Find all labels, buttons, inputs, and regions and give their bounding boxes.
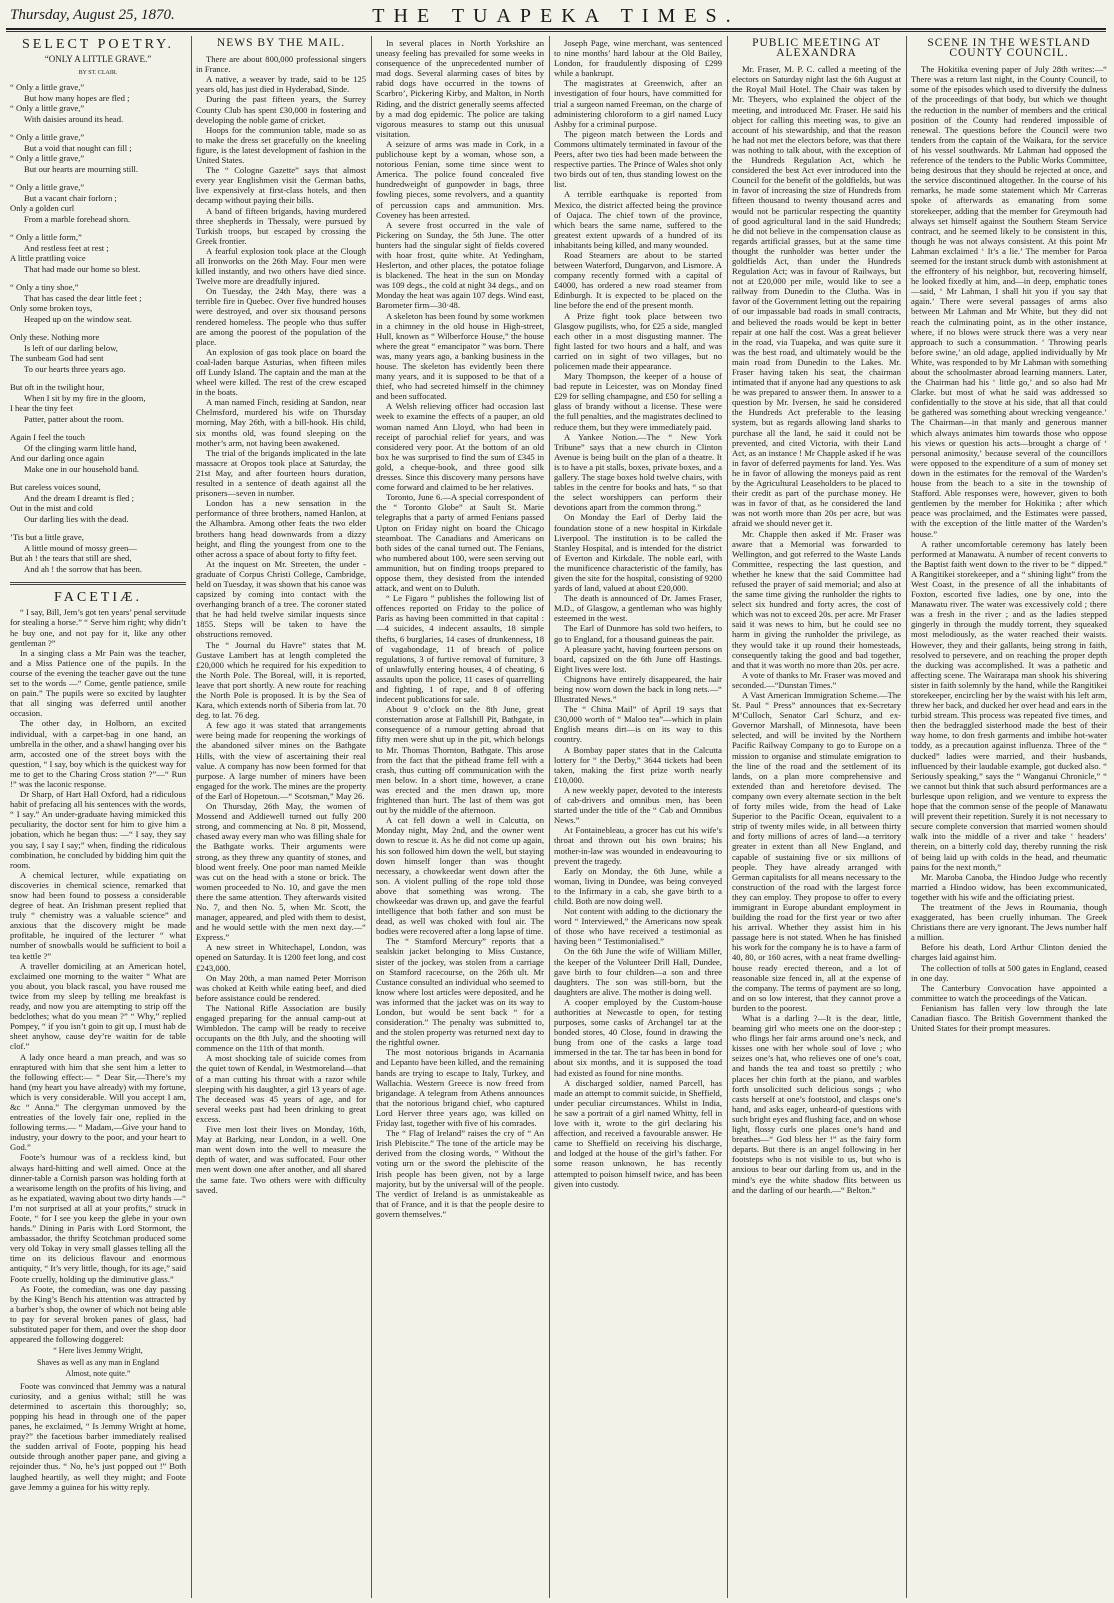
article-paragraph: A native, a weaver by trade, said to be 125 years old, has just died in Hyderabad, Sinde. bbox=[196, 74, 366, 95]
article-paragraph: Hoops for the communion table, made so as to make the dress set gracefully on the kneeling figure, is the latest development of fashion in the United States. bbox=[196, 124, 366, 166]
article-list bbox=[376, 38, 544, 1219]
article-paragraph: The Canterbury Convocation have appointed a committee to watch the proceedings of the Vatican. bbox=[911, 982, 1107, 1003]
article-paragraph: An explosion of gas took place on board the coal-laden barque Asturias, when fifteen miles off Lundy Island. The captain and the man at the wheel were killed. The rest of the crew escaped in the boats. bbox=[196, 346, 366, 398]
newspaper-title: THE TUAPEKA TIMES. bbox=[372, 5, 740, 27]
facetiae-body-end bbox=[10, 1381, 186, 1492]
article-list bbox=[554, 38, 722, 1189]
article-paragraph: On the 6th June the wife of William Miller, the keeper of the Volunteer Drill Hall, Dundee, gave birth to four children—a son and three daughters. The son was still-born, but the daughters are alive. The mother is doing well. bbox=[554, 946, 722, 997]
article-paragraph: Early on Monday, the 6th June, while a woman, living in Dundee, was being conveyed to the Infirmary in a cab, she gave birth to a child. Both are now doing well. bbox=[554, 865, 722, 906]
article-paragraph: The most notorious brigands in Acarnania and Lepanto have been killed, and the remaining bands are trying to escape to Italy, Turkey, and Wallachia. Western Greece is now freed from brigandage. A telegram from Athens announces that the notorious brigand chief, who captured Lord Herver three years ago, was killed on Friday last, together with five of his comrades. bbox=[376, 1047, 544, 1129]
article-paragraph: The National Rifle Association are busily engaged preparing for the annual camp-out at Wimbledon. The camp will be ready to receive occupants on the 8th July, and the shooting will commence on the 11th of that month. bbox=[196, 1002, 366, 1054]
section-title-poetry: SELECT POETRY. bbox=[22, 38, 174, 52]
stanza-break bbox=[10, 324, 186, 332]
poem-line: “ Only a little grave,” bbox=[10, 103, 85, 114]
masthead-rule bbox=[6, 31, 1106, 32]
facetiae-paragraph: A chemical lecturer, while expatiating on discoveries in chemical science, remarked that snow had been found to possess a considerable degree of heat. An Irishman present replied that truly “ chemistry was a valuable science” and anxious that the discovery might be made profitable, he inquired of the lecturer “ what number of snowballs would be sufficient to boil a tea kettle ?” bbox=[10, 869, 186, 961]
poem-line: That has cased the dear little feet ; bbox=[24, 292, 142, 303]
article-paragraph: The “ Flag of Ireland” raises the cry of “ An Irish Plebiscite.” The tone of the article may be derived from the closing words, “ Without the voting urn or the sword the plebiscite of the Irish people has been given, not by a large majority, but by the universal will of the people. The verdict of Ireland is as unmistakeable as that of France, and it is that the people desire to govern themselves.” bbox=[376, 1128, 544, 1219]
facetiae-paragraph: “ I say, Bill, Jem’s got ten years’ penal servitude for stealing a horse.” “ Serve him right; why didn’t he buy one, and not pay for it, like any other gentleman ?” bbox=[10, 607, 186, 648]
article-paragraph: The treatment of the Jews in Roumania, though exaggerated, has been cruelly inhuman. The Greek Christians there are very ignorant. The Jews number half a million. bbox=[911, 901, 1107, 943]
article-paragraph: London has a new sensation in the performance of three brothers, named Hanlon, at the Alhambra. Among other feats the two elder brothers hang head downwards from a dizzy height, and fling the youngest from one to the other across a space of about forty to fifty feet. bbox=[196, 498, 366, 559]
article-paragraph: The Earl of Dunmore has sold two heifers, to go to England, for a thousand guineas the pair. bbox=[554, 623, 722, 644]
article-paragraph: Joseph Page, wine merchant, was sentenced to nine months’ hard labour at the Old Bailey, London, for fraudulently disposing of £299 while a bankrupt. bbox=[554, 38, 722, 79]
poem-line: But how many hopes are fled ; bbox=[24, 92, 130, 103]
poem-line: And ah ! the sorrow that has been. bbox=[24, 563, 142, 574]
poem-line: That had made our home so blest. bbox=[24, 263, 141, 274]
article-paragraph: On Monday the Earl of Derby laid the foundation stone of a new hospital in Kirkdale Liverpool. The institution is to be called the Stanley Hospital, and is intended for the district of Everton and Kirkdale. The noble earl, with the munificence characteristic of the family, has given the site for the hospital, consisting of 9200 yards of land, valued at about £20,000. bbox=[554, 512, 722, 594]
poem-line: “ Only a little grave,” bbox=[10, 82, 85, 93]
article-paragraph: The trial of the brigands implicated in the late massacre at Oropos took place at Saturday, the 21st May, and after fourteen hours duration, resulted in a sentence of death against all the prisoners—seven in number. bbox=[196, 447, 366, 499]
facetiae-paragraph: A lady once heard a man preach, and was so enraptured with him that she sent him a letter to the following effect:— “ Dear Sir,—There’s my hand (my heart you have already) with my fortune, which is very considerable. Will you accept I am, &c “ Anna.” The clergyman unmoved by the entreaties of the lovely fair one, replied in the following terms.— “ Madam,—Give your hand to industry, your dowry to the poor, and your heart to God.” bbox=[10, 1051, 186, 1153]
article-paragraph: The collection of tolls at 500 gates in England, ceased in one day. bbox=[911, 962, 1107, 983]
poem-line: But our hearts are mourning still. bbox=[24, 163, 139, 174]
article-paragraph: The “ Journal du Havre” states that M. Gustave Lambert has at length completed the £20,000 which he required for his expedition to the North Pole. The Boreal, will, it is reported, leave that port shortly. A new route for reaching the North Pole is proposed. It is by the Sea of Kara, which extends north of Siberia from lat. 70 deg. to lat. 76 deg. bbox=[196, 639, 366, 721]
article-paragraph: On May 20th, a man named Peter Morrison was choked at Keith while eating beef, and died before assistance could be rendered. bbox=[196, 972, 366, 1003]
article-paragraph: Toronto, June 6.—A special correspondent of the “ Toronto Globe” at Sault St. Marie telegraphs that a party of armed Fenians passed Upton on Friday night on board the Chicago steamboat. The Canadians and Americans on both sides of the canal turned out. The Fenians, who numbered about 100, were seen serving out ammunition, but on finding troops prepared to oppose them, they desisted from the intended attack, and went on to Duluth. bbox=[376, 492, 544, 594]
poem-line: “ Only a little form,” bbox=[10, 232, 82, 243]
section-divider bbox=[10, 582, 186, 585]
stanza-break bbox=[10, 474, 186, 482]
column-poetry-facetiae bbox=[10, 38, 186, 1598]
article-paragraph: Chignons have entirely disappeared, the hair being now worn down the back in long nets.—“ Illustrated News.” bbox=[554, 673, 722, 705]
column-news-by-mail bbox=[196, 38, 366, 1598]
article-paragraph: A Yankee Notion.—The “ New York Tribune” says that a new church in Clinton Avenue is being built on the plan of a theatre. It is to have a pit stalls, boxes, private boxes, and a gallery. The stage boxes hold twelve chairs, with tables in the centre for books and hats, “ so that the select worshippers can perform their devotions apart from the common throng.” bbox=[554, 431, 722, 513]
article-paragraph: Before his death, Lord Arthur Clinton denied the charges laid against him. bbox=[911, 942, 1107, 963]
stanza-break bbox=[10, 524, 186, 532]
article-paragraph: What is a darling ?—It is the dear, little, beaming girl who meets one on the door-step ; who flings her fair arms around one’s neck, and kisses one with her whole soul of love ; who seizes one’s hat, who relieves one of one’s coat, and hands the tea and toast so prettily ; who places her chin forth at the piano, and warbles forth unsolicited such delicious songs ; who casts herself at one’s footstool, and clasps one’s hand, and asks eager, unheard-of questions with such bright eyes and flushing face, and on whose light, flossy curls one places one’s hand and breathes—“ God bless her !” as the fairy form departs. But there is an angel following in her footsteps who is not visible to us, but who is anxious to bear our darling from us, and in the mind’s eye the white shadow flits between us and the darling of our hearth.—“ Belton.” bbox=[732, 1013, 901, 1195]
article-paragraph: A skeleton has been found by some workmen in a chimney in the old house in High-street, Hull, known as “ Wilberforce House,” the house where the great “ emancipator ” was born. There was, many years ago, a banking business in the house. The skeleton has evidently been there many years, and it is supposed to be that of a thief, who had secreted himself in the chimney and been suffocated. bbox=[376, 310, 544, 402]
article-paragraph: A man named Finch, residing at Sandon, near Chelmsford, murdered his wife on Thursday morning, May 26th, with a bill-hook. His child, six months old, was found sleeping on the mother’s arm, not having been awakened. bbox=[196, 397, 366, 448]
article-paragraph: The Hokitika evening paper of July 28th writes:—“ There was a return last night, in the County Council, to some of the episodes which used to diversify the dulness of the proceedings of that body, but which we thought the reduction in the number of members and the critical position of the County had rendered impossible of renewal. The questions before the Council were two tenders from the captain of the Waikara, for the service of his vessel southwards. Mr Lahman had opposed the reference of the tenders to the Public Works Committee, being desirous that they should be rejected at once, and the service discontinued altogether. In the course of his remarks, he made some statement which Mr Carreras spoke of afterwards as emanating from some storekeeper, adding that the member for Greymouth had always set himself against the Southern Steam Service contract, and he seemed likely to be consistent in this, though he was not always consistent. At this point Mr Lahman exclaimed ‘ It’s a lie.’ The member for Paroa seemed for the instant struck dumb with astonishment at the effrontery of his neighbor, but, recovering himself, he looked fixedly at him, and—in deep, emphatic tones—said, ‘ Mr Lahman, I shall hit you if you say that again.’ There were several passages of arms also between Mr Lahman and Mr White, but they did not reach the culminating point, as in the other instance, where, if no blows were struck there was a very near approach to such a consummation. ‘ Throwing pearls before swine,’ an old adage, applied individually by Mr White, was responded to by Mr Lahman with something about the schoolmaster abroad learning manners. Later, the Chairman had his ‘ little go,’ and so also had Mr Clarke. but most of what he said was addressed so confidentially to the stove at his side, that all that could be gathered was something about wrecking vengeance.’ The Chairman—in that manly and generous manner which always animates him towards those who oppose his views or question his acts—brought a charge of ‘ personal animosity,’ because several of the councillors were opposed to the expenditure of a sum of money set down in the estimates for the removal of the Warden’s house from the beach to a site in the township of Stafford. Able responses were, however, given to both gentlemen by the member for Hokitika ; after which peace was proclaimed, and the Estimates were passed, with the exception of the little matter of the Warden’s house.” bbox=[911, 64, 1107, 539]
facetiae-paragraph: A traveller domiciling at an American hotel, exclaimed one morning to the waiter “ What are you about, you black rascal, you have roused me twice from my sleep by telling me breakfast is ready, and now you are attempting to strip off the bedclothes; what do you mean ?” “ Why,” replied Pompey, “ if you isn’t goin to git up, I must hab de sheet anyhow, cause dey’re waitin for de table clof.” bbox=[10, 960, 186, 1052]
article-paragraph: Mr. Maroba Canoba, the Hindoo Judge who recently married a Hindoo widow, has been excommunicated, together with his wife and the officiating priest. bbox=[911, 871, 1107, 902]
verse-line: Almost, note quite.” bbox=[65, 1369, 131, 1379]
article-paragraph: The death is announced of Dr. James Fraser, M.D., of Glasgow, a gentleman who was highly esteemed in the west. bbox=[554, 593, 722, 624]
article-paragraph: A new street in Whitechapel, London, was opened on Saturday. It is 1200 feet long, and cost £243,000. bbox=[196, 942, 366, 973]
stanza-break bbox=[10, 124, 186, 132]
article-paragraph: During the past fifteen years, the Surrey County Club has spent £30,000 in fostering and developing the noble game of cricket. bbox=[196, 94, 366, 125]
article-paragraph: A Vast American Immigration Scheme.—The St. Paul “ Press” announces that ex-Secretary M’Culloch, Senator Carl Schurz, and ex-Governor Marshall, of Minnesota, have been selected, and will be invited by the Northern Pacific Railway Company to go to Europe on a mission to organise and stimulate emigration to the line of the road and the settlement of its lands, on a plan more comprehensive and extended than and heretofore devised. The company own every alternate section in the belt of forty miles wide, from the head of Lake Superior to the Pacific Ocean, equivalent to a strip of twenty miles wide, in all between thirty and forty millions of acres of land—a territory greater in extent than all New England, and capable of sustaining five or six millions of people. They have already arranged with German capitalists for all means necessary to the construction of the road with the largest force they can employ. They propose to offer to every immigrant in Europe abundant employment in building the road for the first year or two after his arrival. Whether they assist him in his passage here is not stated. When he has finished his work for the company he is to have a farm of 40, 80, or 160 acres, with a neat frame dwelling-house ready erected thereon, and a lot of reasonable size fenced in, all at the expense of the company. The terms of payment are so long, and on so low interest, that they cannot prove a burden to the poorest. bbox=[732, 690, 901, 1013]
article-paragraph: A severe frost occurred in the vale of Pickering on Sunday, the 5th June. The otter hunters had the singular sight of fields covered with hoar frost, quite white. At Yedingham, Heslerton, and other places, the potatoe foliage is blackened. The heat in the sun on Monday was 109 degs., the cold at night 34 degs., and on Monday the heat was again 107 degs. Wind east, Barometer firm—30·48. bbox=[376, 219, 544, 311]
facetiae-paragraph: Dr Sharp, of Hart Hall Oxford, had a ridiculous habit of prefacing all his sentences with the words, “ I say.” An under-graduate having mimicked this peculiarity, the doctor sent for him to give him a jobation, which he began thus: —“ I say, they say you say, I say I say;” when, finding the ridiculous combination, he concluded by bidding him quit the room. bbox=[10, 789, 186, 870]
column-public-meeting bbox=[732, 38, 901, 1598]
poem-line: Again I feel the touch bbox=[10, 432, 85, 443]
article-paragraph: Mr. Fraser, M. P. C. called a meeting of the electors on Saturday night last the 6th August at the Royal Mail Hotel. The Chair was taken by Mr. Theyers, who explained the object of the meeting, and introduced Mr. Fraser. He said his object for calling this meeting was, to give an account of his stewardship, and that the reason he had not met the electors before, was that there was nothing to talk about, with the exception of the Hundreds Regulation Act, which he considered the best Act ever introduced into the Council for the benefit of the goldfields, but was in favor of increasing the size of Hundreds from fifteen thousand to twenty thousand acres and would not be particular respecting the quantity of good agricultural land in the said Hundreds; he did not believe in the compensation clause as regards artificial grasses, but at the same time thought the runholder was better under the goldfields Act, than under the Hundreds Regulation Act; was in favour of Railways, but not at £20,000 per mile, would like to see a railway from Dunedin to the Clutha. Was in favor of the Government letting out the repairing of our impassable bad roads in small contracts, and believed the roads would be kept in better repair at one half the cost. Was a great believer in the road, via Tuapeka, and was quite sure it was the best road, and ultimately would be the main road from Dunedin to the Lakes. Mr. Fraser having taken his seat, the chairman intimated that if anyone had any questions to ask he was prepared to answer them. In answer to a question by Mr. Iversen, he said he considered the Hundreds Act preferable to the leasing system, but as regards allowing land sharks to purchase all the land, he said it could not be prevented, and cited Victoria, with their Land Act, as an instance ! Mr Chapple asked if he was in favor of deferred payments for land. Yes. Was he in favor of allowing the moneys paid as rent by the Agricultural Leaseholders to be placed to their credit as part of the purchase money. He was in favor of that, as he considered the land was not worth more than 20s per acre, but was afraid we should never get it. bbox=[732, 64, 901, 529]
poem-line: Only these. Nothing more bbox=[10, 332, 100, 343]
poem-line: ’Tis but a little grave, bbox=[10, 532, 84, 543]
poem-line: But oft in the twilight hour, bbox=[10, 382, 105, 393]
article-paragraph: The pigeon match between the Lords and Commons ultimately terminated in favour of the Peers, after two ties had been made between the respective parties. The Prince of Wales shot only two birds out of ten, thus standing lowest on the list. bbox=[554, 128, 722, 190]
poem-line: But a void that nought can fill ; bbox=[24, 142, 132, 153]
article-paragraph: Not content with adding to the dictionary the word “ Interviewed,” the Americans now speak of those who have received a testimonial as having been “ Testimonialised.” bbox=[554, 906, 722, 947]
facetiae-paragraph: The other day, in Holborn, an excited individual, with a carpet-bag in one hand, an umbrella in the other, and a shawl hanging over his arm, accosted one of the street boys with the question, “ I say, boy which is the quickest way for me to get to the Charing Cross station ?”—“ Run !” was the laconic response. bbox=[10, 718, 186, 789]
article-paragraph: A Welsh relieving officer had occasion last week to examine the effects of a pauper, an old woman named Ann Lloyd, who had been in receipt of parochial relief for years, and was considered very poor. At the bottom of an old box he was surprised to find the sum of £345 in gold, a cheque-book, and three good silk dresses. Since this discovery many persons have come forward and claimed to be her relatives. bbox=[376, 401, 544, 493]
doggerel-verse bbox=[10, 1346, 186, 1379]
poem-line: Of the clinging warm little hand, bbox=[24, 442, 137, 453]
column-news-continued-2 bbox=[554, 38, 722, 1598]
column-news-continued bbox=[376, 38, 544, 1598]
article-paragraph: A pleasure yacht, having fourteen persons on board, capsized on the 6th June off Hastings. Eight lives were lost. bbox=[554, 643, 722, 674]
article-list bbox=[196, 54, 366, 1195]
stanza-break bbox=[10, 374, 186, 382]
facetiae-paragraph: In a singing class a Mr Pain was the teacher, and a Miss Patience one of the pupils. In the course of the evening the teacher gave out the tune set to the words —“ Come, gentle patience, smile on pain.” The pupils were so excited by laughter that all singing was deferred until another occasion. bbox=[10, 647, 186, 719]
poem-line: The sunbeam God had sent bbox=[10, 353, 104, 364]
poem-line: But ah ! the tears that still are shed, bbox=[10, 553, 132, 564]
article-paragraph: A band of fifteen brigands, having murdered three shepherds in Thessaly, were pursued by Turkish troops, but escaped by crossing the Greek frontier. bbox=[196, 205, 366, 246]
article-paragraph: A Prize fight took place between two Glasgow pugilists, who, for £25 a side, mangled each other in a most disgusting manner. The fight lasted for two hours and a half, and was carried on in sight of two villages, but no policemen made their appearance. bbox=[554, 310, 722, 371]
article-paragraph: There are about 800,000 professional singers in France. bbox=[196, 54, 366, 75]
poem-line: Patter, patter about the room. bbox=[24, 413, 124, 424]
facetiae-body bbox=[10, 607, 186, 1344]
article-paragraph: A seizure of arms was made in Cork, in a publichouse kept by a woman, whose son, a notorious Fenian, some time since went to America. The police found concealed five hundredweight of gunpowder in bags, three fowling pieces, some revolvers, and a quantity of percussion caps and ammunition. Mrs. Coveney has been arrested. bbox=[376, 138, 544, 220]
poem-line: When I sit by my fire in the gloom, bbox=[24, 392, 146, 403]
article-paragraph: Mr. Chapple then asked if Mr. Fraser was aware that a Memorial was forwarded to Wellington, and got referred to the Waste Lands Committee, respecting the last question, and whether he knew that the said Committee had refused the prayer of said memorial; and also at the same time giving the runholder the rights to select six hundred and forty acres, the cost of which was not to exceed 20s. per acre. Mr Fraser said it was news to him, but he could see no harm in giving the runholder the privilege, as they would take it up round their homesteads, consequently taking the good and bad together, and that it was worth no more than 20s. per acre. bbox=[732, 528, 901, 670]
stanza-break bbox=[10, 224, 186, 232]
article-paragraph: The “ Stamford Mercury” reports that a sealskin jacket belonging to Miss Custance, sister of the jockey, was stolen from a carriage on Stamford racecourse, on the 26th ult. Mr Custance consulted an individual who seemed to know where lost articles were deposited, and he was informed that the jacket was on its way to London, but would be sent back “ for a consideration.” The penalty was submitted to, and the stolen property was returned next day to the rightful owner. bbox=[376, 936, 544, 1048]
poem-line: From a marble forehead shorn. bbox=[24, 213, 131, 224]
article-paragraph: The “ China Mail” of April 19 says that £30,000 worth of “ Maloo tea”—which in plain English means dirt—is on its way to this country. bbox=[554, 704, 722, 745]
article-paragraph: In several places in North Yorkshire an uneasy feeling has prevailed for some weeks in consequence of the unprecedented number of mad dogs. Several alarming cases of bites by rabid dogs have occurred in the towns of Scarbro’, Pickering Kirby, and Malton, in North Riding, and the district generally seems affected by a mad dog epidemic. The police are taking vigorous measures to stamp out this unusual visitation. bbox=[376, 38, 544, 139]
column-heading: PUBLIC MEETING AT ALEXANDRA bbox=[752, 38, 881, 60]
article-paragraph: A discharged soldier, named Parcell, has made an attempt to commit suicide, in Sheffield, under peculiar circumstances. Whilst in India, he saw a portrait of a girl named Whitty, fell in love with it, wrote to the girl declaring his affection, and received a favourable answer. He came to Sheffield on receiving his discharge, and lodged at the house of the girl’s father. For some reason unknown, he has recently attempted to poison himself twice, and has been given into custody. bbox=[554, 1077, 722, 1189]
verse-line: Shaves as well as any man in England bbox=[37, 1357, 159, 1367]
article-paragraph: About 9 o’clock on the 8th June, great consternation arose at Fallshill Pit, Bathgate, in consequence of a rumour getting abroad that fifty men were shut up in the pit, which belongs to Mr. Thomas Thornton, Bathgate. This arose from the fact that the pithead frame fell with a crash, thus cutting off communication with the men below. In a short time, however, a crane was erected and the men drawn up, more frightened than hurt. The last of them was got out by the middle of the afternoon. bbox=[376, 704, 544, 816]
stanza-break bbox=[10, 174, 186, 182]
poem-title: “ONLY A LITTLE GRAVE.” bbox=[44, 54, 152, 65]
article-paragraph: A terrible earthquake is reported from Mexico, the district affected being the province of Oajaca. The chief town of the province, which bears the same name, suffered to the greatest extent upwards of a hundred of its inhabitants being killed, and many wounded. bbox=[554, 189, 722, 250]
facetiae-paragraph: As Foote, the comedian, was one day passing by the King’s Bench his attention was attracted by a barber’s shop, the owner of which not being able to pay for several broken panes of glass, had substituted paper for them, and over the shop door appeared the following doggerel: bbox=[10, 1283, 186, 1345]
column-rule bbox=[371, 36, 372, 1598]
poem-line: With daisies around its head. bbox=[24, 113, 124, 124]
facetiae-paragraph: Foote’s humour was of a reckless kind, but always hard-hitting and well aimed. Once at the dinner-table a Cornish parson was holding forth at a wearisome length on the profits of his living, and as he expatiated, waving about two dirty hands —“ I’m not surprised at all at your profits,” struck in Foote, “ for I see you keep the glebe in your own hands.” Dining in Paris with Lord Stormont, the ambassador, the thrifty Scotchman produced some very old Tokay in very small glasses telling all the time on its delicious flavour and enormous antiquity, “ It’s very little, though, for its age,” said Foote cruelly, holding up the diminutive glass.” bbox=[10, 1152, 186, 1284]
article-paragraph: A rather uncomfortable ceremony has lately been performed at Manawatu. A number of recent converts to the Baptist faith went down to the river to be “ dipped.” A Rangitikei storekeeper, and a “ shining light” from the West Coast, in the presence of all the inhabitants of Foxton, escorted five ladies, one by one, into the Manawatu river. The water was excessively cold ; there was a fresh in the river ; and as the ladies stepped gingerly in through the muddy torrent, they squeaked most melodiously, as the water reached their waists. However, they and their gallants, being strong in faith, resolved to persevere, and on reaching the proper depth the ducking was accomplished. It was a pathetic and affecting scene. The Wairarapa man shook his shivering sister in faith solemnly by the hand, while the Rangitikei storekeeper, encircling her by the waist with his left arm, threw her back, and ducked her over head and ears in the turbid stream. This process was repeated five times, and then the bedraggled sisterhood made the best of their way home, to don fresh garments and imbibe hot-water toddy, as a precaution against influenza. Three of the “ ducked” ladies were married, and their husbands, influenced by their laudable example, got ducked also. “ Seriously speaking,” says the “ Wanganui Chronicle,” “ we cannot but think that such absurd performances are a burlesque upon religion, and we venture to express the hope that the common sense of the people of Manawatu will prevent their repetition. Surely it is not necessary to secure complete conversion that married women should walk into the middle of a river and take ‘ headers’ therein, on a bitterly cold day, thereby running the risk of being laid up with colds in the head, and rheumatic pains for the next month,” bbox=[911, 538, 1107, 872]
poem-line: A little prattling voice bbox=[10, 253, 86, 264]
poem-line: “ Only a tiny shoe,” bbox=[10, 282, 79, 293]
article-paragraph: A most shocking tale of suicide comes from the quiet town of Kendal, in Westmoreland—that of a man cutting his throat with a razor while sleeping with his daughter, a girl 13 years of age. The deceased was 45 years of age, and for several weeks past had been drinking to great excess. bbox=[196, 1053, 366, 1124]
poem-line: Make one in our household band. bbox=[24, 463, 140, 474]
article-paragraph: “ Le Figaro ” publishes the following list of offences reported on Friday to the police of Paris as having been committed in that capital :—4 suicides, 4 indecent assaults, 18 simple thefts, 6 burglaries, 14 cases of drunkenness, 18 of vagabondage, 11 of breach of police regulations, 3 of furtive removal of furniture, 3 of unlawfully entering houses, 4 of cheating, 6 assaults upon the police, 11 cases of quarrelling and fighting, 1 of rape, and 8 of offering indecent publications for sale. bbox=[376, 593, 544, 705]
poem-line: But careless voices sound, bbox=[10, 482, 101, 493]
poem-line: To our hearts three years ago. bbox=[24, 363, 126, 374]
article-paragraph: At Fontainebleau, a grocer has cut his wife’s throat and thrown out his own brains; his mother-in-law was wounded in endeavouring to prevent the tragedy. bbox=[554, 825, 722, 866]
poem-line: Is left of our darling below, bbox=[24, 342, 118, 353]
column-rule bbox=[727, 36, 728, 1598]
article-paragraph: Mary Thompson, the keeper of a house of bad repute in Leicester, was on Monday fined £29 for selling champagne, and £50 for selling a glass of brandy without a license. These were the full penalties, and the magistrates declined to reduce them, but they were immediately paid. bbox=[554, 371, 722, 432]
verse-line: “ Here lives Jemmy Wright, bbox=[53, 1346, 143, 1356]
article-paragraph: A cooper employed by the Custom-house authorities at Newcastle to open, for testing purposes, some casks of Archangel tar at the bonded stores, 40 Close, found in drawing the bung from one of the casks a large toad immersed in the tar. The tar has been in bond for about six months, and it is supposed the toad had existed as found for nine months. bbox=[554, 996, 722, 1078]
issue-date: Thursday, August 25, 1870. bbox=[10, 7, 175, 23]
stanza-break bbox=[10, 424, 186, 432]
article-paragraph: A new weekly paper, devoted to the interests of cab-drivers and omnibus men, has been started under the title of the “ Cab and Omnibus News.” bbox=[554, 784, 722, 826]
poem-line: Our darling lies with the dead. bbox=[24, 513, 129, 524]
poem-line: A little mound of mossy green— bbox=[24, 542, 137, 553]
poem-line: I hear the tiny feet bbox=[10, 403, 73, 414]
article-list bbox=[732, 64, 901, 1195]
column-heading: SCENE IN THE WESTLAND COUNTY COUNCIL. bbox=[927, 38, 1091, 60]
facetiae-paragraph: Foote was convinced that Jemmy was a natural curiosity, and a genius withal; still he was determined to ascertain this thoroughly; so, popping his head in through one of the paper panes, he exclaimed, “ Is Jemmy Wright at home, pray?” the facetious barber immediately realised the sudden arrival of Foote, popping his head outside through another paper pane, and giving a rejoinder thus. “ No, he’s just popped out !” Both laughed heartily, as well they might; and Foote gave Jemmy a guinea for his witty reply. bbox=[10, 1380, 186, 1492]
poem-line: And the dream I dreamt is fled ; bbox=[24, 492, 135, 503]
article-paragraph: Road Steamers are about to be started between Waterford, Dungarvon, and Lismore. A company recently formed with a capital of £4000, has ordered a new road steamer from Edinburgh. It is expected to be placed on the line before the end of the present month. bbox=[554, 249, 722, 311]
poem-line: Out in the mist and cold bbox=[10, 503, 93, 514]
column-rule bbox=[906, 36, 907, 1598]
column-heading: NEWS BY THE MAIL. bbox=[216, 38, 346, 49]
poem-line: “ Only a little grave,” bbox=[10, 182, 85, 193]
article-list bbox=[911, 64, 1107, 1033]
article-paragraph: On Tuesday, the 24th May, there was a terrible fire in Quebec. Over five hundred houses were destroyed, and over six thousand persons rendered homeless. The people who thus suffer are among the poorest of the population of the place. bbox=[196, 286, 366, 347]
article-paragraph: Five men lost their lives on Monday, 16th, May at Barking, near London, in a well. One man went down into the well to measure the depth of water, and was suffocated. Four other men went down one after another, and all shared the same fate. Two others were with difficulty saved. bbox=[196, 1124, 366, 1195]
poem-line: Only some broken toys, bbox=[10, 303, 93, 314]
article-paragraph: A vote of thanks to Mr. Fraser was moved and seconded.—“Dunstan Times.” bbox=[732, 669, 901, 690]
poem-line: “ Only a little grave,” bbox=[10, 132, 85, 143]
article-paragraph: Fenianism has fallen very low through the late Canadian fiasco. The British Government thanked the United States for their prompt measures. bbox=[911, 1002, 1107, 1034]
column-rule bbox=[549, 36, 550, 1598]
section-title-facetiae: FACETIÆ. bbox=[54, 590, 142, 606]
article-paragraph: On Thursday, 26th May, the women of Mossend and Addiewell turned out fully 200 strong, and commencing at No. 8 pit, Mossend, chased away every man who was filling shale for the Bathgate works. Their arguments were strong, as they threw any quantity of stones, and blood went freely. One poor man named Meikle was cut on the head with a stone or brick. The women proceeded to No. 10, and gave the men there the same attention. They afterwards visited No. 7, and then No. 5, when Mr. Scott, the manager, appeared, and pled with them to desist, and he would settle with the men next day.—“ Express.” bbox=[196, 801, 366, 943]
article-paragraph: The magistrates at Greenwich, after an investigation of four hours, have committed for trial a surgeon named Freeman, on the charge of administering chloroform to a girl named Lucy Ashby for a criminal purpose. bbox=[554, 78, 722, 129]
article-paragraph: A Bombay paper states that in the Calcutta lottery for “ the Derby,” 3644 tickets had been taken, making the first prize worth nearly £10,000. bbox=[554, 744, 722, 785]
poem-line: Only a golden curl bbox=[10, 203, 75, 214]
article-paragraph: The “ Cologne Gazette” says that almost every year Englishmen visit the German baths, live expensively at first-class hotels, and then decamp without paying their bills. bbox=[196, 165, 366, 206]
masthead bbox=[6, 4, 1106, 30]
poem-line: “ Only a little grave,” bbox=[10, 153, 85, 164]
article-paragraph: A cat fell down a well in Calcutta, on Monday night, May 2nd, and the owner went down to rescue it. As he did not come up again, his son followed him down the well, but staying down himself longer than was thought necessary, a chowkeedar went down after the son. A violent pulling of the rope told those above that something was wrong. The chowkeedar was drawn up, and gave the fearful intelligence that both father and son must be dead, as well was choked with foul air. The bodies were recovered after a long lapse of time. bbox=[376, 815, 544, 937]
poem-line: And restless feet at rest ; bbox=[24, 242, 109, 253]
poem-line: But a vacant chair forlorn ; bbox=[24, 192, 117, 203]
stanza-break bbox=[10, 274, 186, 282]
column-westland-council bbox=[911, 38, 1107, 1598]
poem-body bbox=[10, 82, 186, 574]
column-rule bbox=[191, 36, 192, 1598]
poem-byline: BY ST. CLAIR. bbox=[78, 70, 118, 77]
poem-line: And our darling once again bbox=[10, 453, 105, 464]
poem-line: Heaped up on the window seat. bbox=[24, 313, 132, 324]
article-paragraph: A few ago it was stated that arrangements were being made for reopening the workings of the abandoned silver mines on the Bathgate Hills, with the view of ascertaining their real value. A company has now been formed for that purpose. A large number of miners have been engaged for the work. The mines are the property of the Earl of Hopetoun.—“ Scotsman,” May 26. bbox=[196, 720, 366, 801]
article-paragraph: At the inquest on Mr. Streeten, the under - graduate of Corpus Christi College, Cambridge, held on Tuesday, it was shown that his canoe was capsized by coming into contact with the overhanging branch of a tree. The coroner stated that he had held twelve similar inquests since 1855. Steps will be taken to have the obstructions removed. bbox=[196, 558, 366, 640]
article-paragraph: A fearful explosion took place at the Clough all Ironworks on the 26th May. Four men were killed instantly, and two others have died since. Twelve more are dreadfully injured. bbox=[196, 245, 366, 287]
